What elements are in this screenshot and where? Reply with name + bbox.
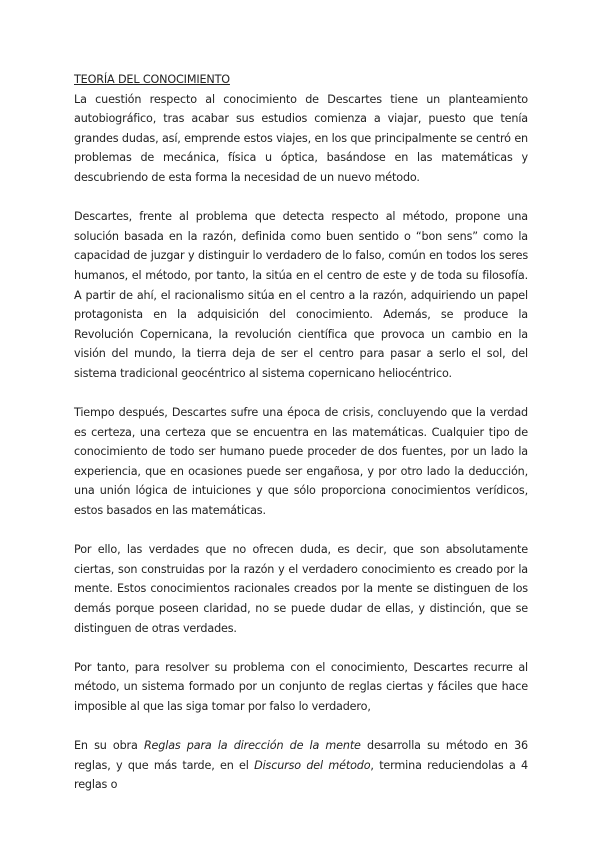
paragraph: Por tanto, para resolver su problema con el conocimiento, Descartes recurre al método, un sistema formado por un conjunto de reglas ciertas y fáciles que hace imposible al que las siga tomar por falso lo verdadero, [74,660,528,713]
book-title-italic: Reglas para la dirección de la mente [143,739,361,753]
paragraph: La cuestión respecto al conocimiento de Descartes tiene un planteamiento autobiográfico, tras acabar sus estudios comienza a viajar, puesto que tenía grandes dudas, así, emprende estos viajes, en los que principalmente se centró en problemas de mecánica, física u óptica, basándose en las matemáticas y descubriendo de esta forma la necesidad de un nuevo método. [74,92,528,184]
text-run: En su obra [74,739,144,753]
paragraph: Descartes, frente al problema que detecta respecto al método, propone una solución basada en la razón, definida como buen sentido o “bon sens” como la capacidad de juzgar y distinguir lo verdadero de lo falso, común en todos los seres humanos, el método, por tanto, la sitúa en el centro de este y de toda su filosofía. A partir de ahí, el racionalismo sitúa en el centro a la razón, adquiriendo un papel protagonista en la adquisición del conocimiento. Además, se produce la Revolución Copernicana, la revolución científica que provoca un cambio en la visión del mundo, la tierra deja de ser el centro para pasar a serlo el sol, del sistema tradicional geocéntrico al sistema copernicano heliocéntrico. [74,210,528,380]
paragraph: Tiempo después, Descartes sufre una época de crisis, concluyendo que la verdad es certeza, una certeza que se encuentra en las matemáticas. Cualquier tipo de conocimiento de todo ser humano puede proceder de dos fuentes, por un lado la experiencia, que en ocasiones puede ser engañosa, y por otro lado la deducción, una unión lógica de intuiciones y que sólo proporciona conocimientos verídicos, estos basados en las matemáticas. [74,406,528,518]
book-title-italic: Discurso del método [254,758,371,772]
paragraph: Por ello, las verdades que no ofrecen duda, es decir, que son absolutamente ciertas, son construidas por la razón y el verdadero conocimiento es creado por la mente. Estos conocimientos racionales creados por la mente se distinguen de los demás porque poseen claridad, no se puede dudar de ellas, y distinción, que se distinguen de otras verdades. [74,543,528,635]
text-run: desarrolla su método en 36 reglas, y que más tarde, en el [74,739,529,772]
text-run: , termina reduciendolas a 4 reglas o [74,758,529,792]
document-page [74,70,528,815]
paragraph-last [74,736,528,795]
document-title: TEORÍA DEL CONOCIMIENTO [74,73,230,86]
